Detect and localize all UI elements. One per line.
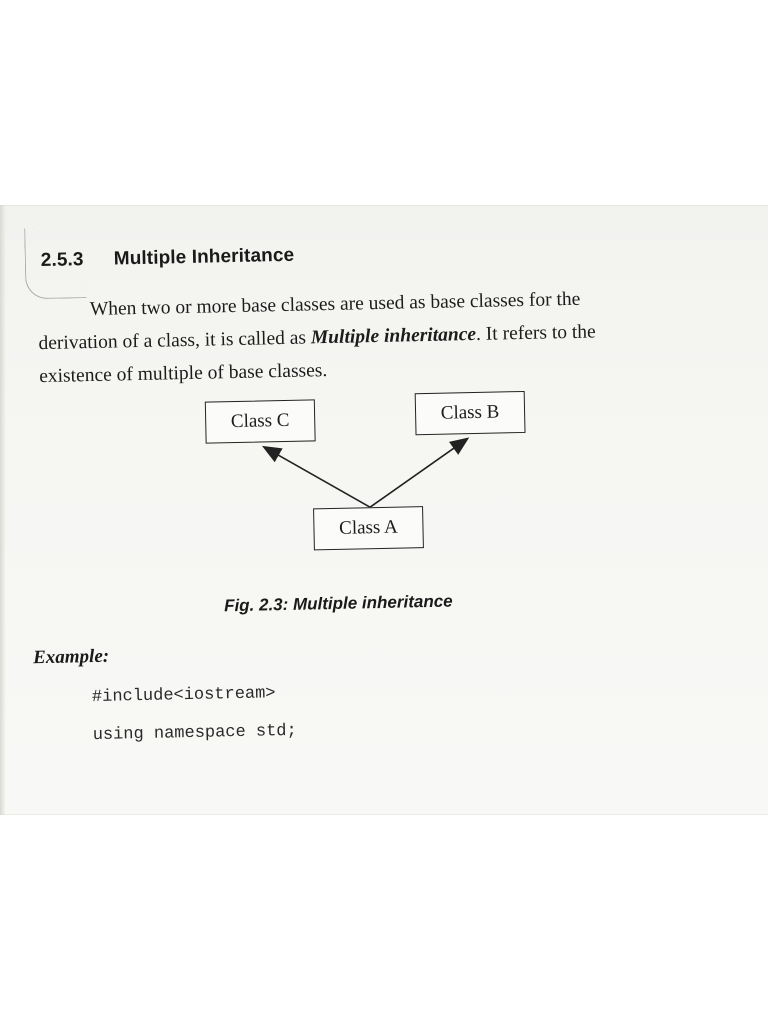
paragraph-line-2-start: derivation of a class, it is called as [38, 327, 312, 355]
class-a-box [313, 506, 424, 550]
arrow-a-to-b [369, 439, 468, 507]
paragraph-line-3: existence of multiple of base classes. [39, 360, 328, 388]
example-label: Example: [32, 645, 110, 669]
defined-term: Multiple inheritance [310, 323, 477, 349]
paragraph-line-2-end: . It refers to the [475, 321, 596, 345]
paragraph-line-1: When two or more base classes are used as base classes for the [89, 288, 581, 321]
section-title: Multiple Inheritance [113, 244, 295, 270]
arrow-a-to-c [265, 445, 370, 509]
class-b-label: Class B [440, 401, 500, 424]
code-line: #include<iostream> [91, 684, 276, 708]
class-a-label: Class A [338, 516, 398, 539]
document-page [0, 205, 768, 815]
section-number: 2.5.3 [40, 249, 84, 272]
class-c-box [205, 399, 316, 443]
class-c-label: Class C [230, 409, 290, 433]
code-line: using namespace std; [92, 721, 297, 746]
class-b-box [415, 391, 526, 435]
page-content [0, 197, 768, 823]
figure-caption: Fig. 2.3: Multiple inheritance [223, 591, 453, 616]
